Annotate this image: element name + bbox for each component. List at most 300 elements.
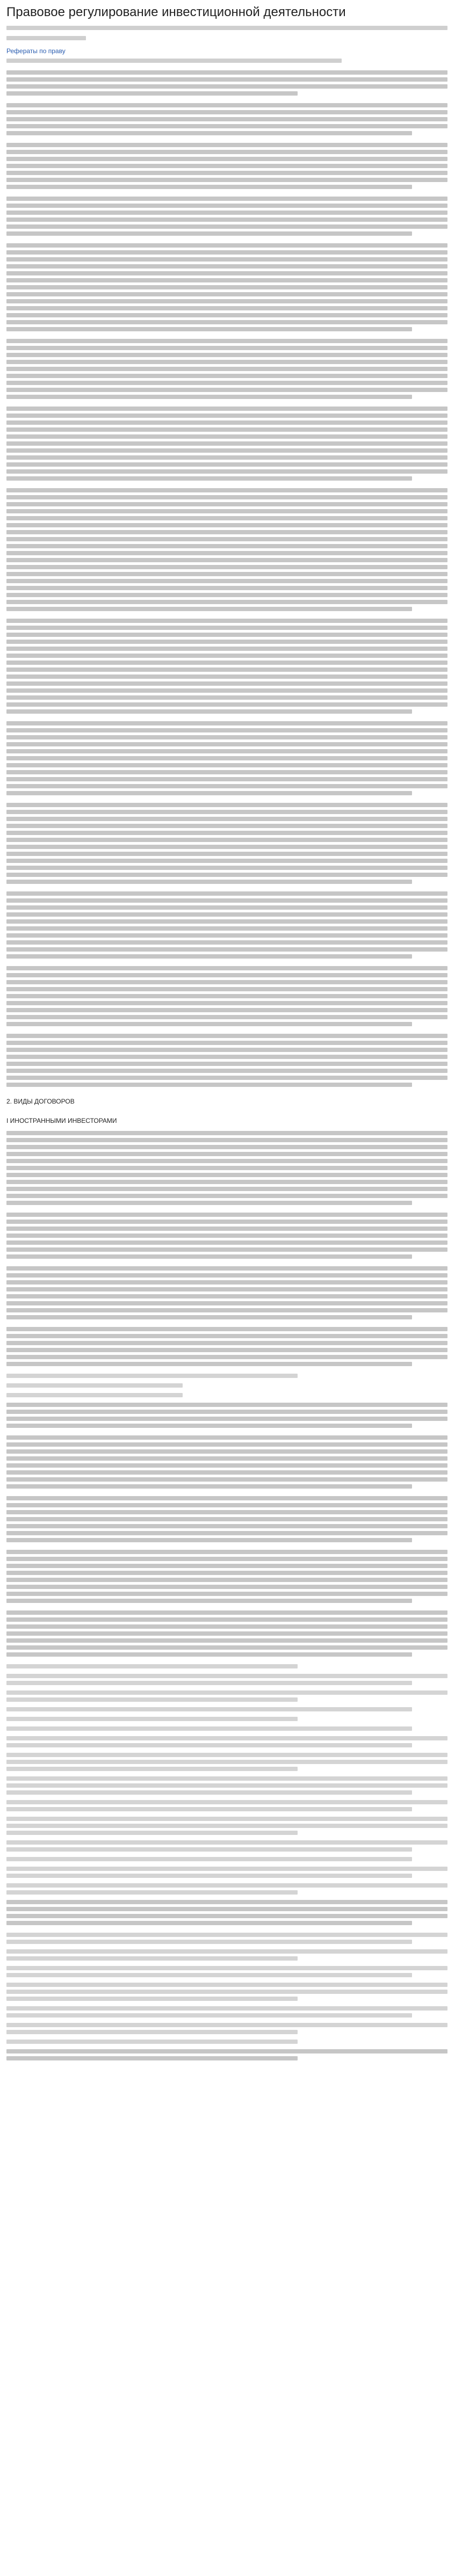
text-line (6, 1824, 447, 1828)
text-line (6, 1463, 447, 1468)
text-line (6, 966, 447, 970)
text-line (6, 299, 447, 303)
list-item (6, 1736, 447, 1747)
paragraph (6, 1327, 447, 1366)
text-line (6, 579, 447, 583)
text-line (6, 224, 447, 229)
text-line (6, 1383, 183, 1388)
text-line (6, 413, 447, 418)
text-line (6, 1617, 447, 1622)
text-line (6, 2013, 412, 2018)
text-line (6, 661, 447, 665)
text-line (6, 1645, 447, 1650)
text-line (6, 1456, 447, 1461)
text-line (6, 1055, 447, 1059)
text-line (6, 1940, 412, 1944)
text-line (6, 763, 447, 767)
text-line (6, 462, 447, 467)
text-line (6, 502, 447, 506)
text-line (6, 1907, 447, 1911)
text-line (6, 509, 447, 513)
paragraph (6, 891, 447, 959)
text-line (6, 1776, 447, 1781)
text-line (6, 824, 447, 828)
text-line (6, 1990, 447, 1994)
text-line (6, 1301, 447, 1305)
paragraph (6, 70, 447, 96)
text-line (6, 1280, 447, 1285)
text-line (6, 572, 447, 576)
text-line (6, 1571, 447, 1575)
text-line (6, 1717, 298, 1721)
meta-line-placeholder (6, 36, 86, 40)
text-line (6, 292, 447, 296)
text-line (6, 1201, 412, 1205)
text-line (6, 197, 447, 201)
text-line (6, 476, 412, 481)
text-line (6, 1726, 412, 1731)
text-line (6, 1664, 298, 1668)
text-line (6, 488, 447, 492)
text-line (6, 1914, 447, 1918)
list-item (6, 2006, 447, 2018)
text-line (6, 742, 447, 746)
text-line (6, 1477, 447, 1482)
text-line (6, 1517, 447, 1521)
paragraph (6, 339, 447, 399)
list-item (6, 1817, 447, 1835)
text-line (6, 749, 447, 753)
text-line (6, 427, 447, 432)
text-line (6, 77, 447, 82)
text-line (6, 1410, 447, 1414)
text-line (6, 1550, 447, 1554)
text-line (6, 735, 447, 739)
text-line (6, 367, 447, 371)
list-item (6, 1800, 447, 1811)
text-line (6, 619, 447, 623)
paragraph (6, 1131, 447, 1205)
text-line (6, 1807, 412, 1811)
text-line (6, 1470, 447, 1475)
text-line (6, 1743, 412, 1747)
paragraph (6, 407, 447, 481)
text-line (6, 395, 412, 399)
text-line (6, 1327, 447, 1331)
text-line (6, 131, 412, 135)
text-line (6, 1254, 412, 1259)
text-line (6, 1531, 447, 1535)
list-item (6, 1840, 447, 1852)
text-line (6, 164, 447, 168)
list-item (6, 1753, 447, 1771)
document-meta (6, 26, 447, 63)
text-line (6, 674, 447, 679)
text-line (6, 880, 412, 884)
text-line (6, 1145, 447, 1149)
text-line (6, 791, 412, 795)
text-line (6, 469, 447, 474)
text-line (6, 420, 447, 425)
text-line (6, 831, 447, 835)
paragraph (6, 143, 447, 189)
text-line (6, 2056, 298, 2060)
text-line (6, 1449, 447, 1454)
text-line (6, 264, 447, 269)
text-line (6, 117, 447, 121)
paragraph (6, 1496, 447, 1542)
paragraph (6, 1435, 447, 1489)
text-line (6, 1599, 412, 1603)
text-line (6, 1874, 412, 1878)
text-line (6, 994, 447, 998)
text-line (6, 777, 447, 781)
text-line (6, 912, 447, 917)
paragraph (6, 243, 447, 331)
text-line (6, 1315, 412, 1319)
text-line (6, 709, 412, 714)
paragraph (6, 619, 447, 714)
paragraph (6, 1610, 447, 1657)
text-line (6, 388, 447, 392)
text-line (6, 523, 447, 527)
text-line (6, 905, 447, 910)
text-line (6, 919, 447, 924)
text-line (6, 1564, 447, 1568)
text-line (6, 1403, 447, 1407)
list-item (6, 1664, 447, 1668)
paragraph (6, 803, 447, 884)
text-line (6, 374, 447, 378)
text-line (6, 551, 447, 555)
list-item (6, 1983, 447, 2001)
paragraph (6, 1403, 447, 1428)
list-item (6, 1674, 447, 1685)
text-line (6, 1138, 447, 1142)
text-line (6, 667, 447, 672)
text-line (6, 1817, 447, 1821)
paragraph (6, 966, 447, 1026)
text-line (6, 1496, 447, 1500)
text-line (6, 1233, 447, 1238)
text-line (6, 1213, 447, 1217)
paragraph (6, 1213, 447, 1259)
text-line (6, 810, 447, 814)
text-line (6, 544, 447, 548)
text-line (6, 1220, 447, 1224)
text-line (6, 1152, 447, 1156)
text-line (6, 1592, 447, 1596)
text-line (6, 185, 412, 189)
text-line (6, 838, 447, 842)
text-line (6, 1247, 447, 1252)
text-line (6, 143, 447, 147)
text-line (6, 728, 447, 732)
text-line (6, 688, 447, 693)
text-line (6, 516, 447, 520)
text-line (6, 940, 447, 945)
text-line (6, 817, 447, 821)
text-line (6, 756, 447, 760)
text-line (6, 1933, 447, 1937)
text-line (6, 1166, 447, 1170)
text-line (6, 1266, 447, 1271)
text-line (6, 987, 447, 991)
text-line (6, 1890, 298, 1895)
text-line (6, 441, 447, 446)
text-line (6, 1180, 447, 1184)
text-line (6, 1847, 412, 1852)
text-line (6, 327, 412, 331)
text-line (6, 346, 447, 350)
text-line (6, 1900, 447, 1904)
text-line (6, 1697, 298, 1702)
text-line (6, 1736, 447, 1740)
text-line (6, 271, 447, 275)
text-line (6, 1638, 447, 1643)
paragraph (6, 488, 447, 611)
text-line (6, 285, 447, 289)
text-line (6, 640, 447, 644)
list-item (6, 2023, 447, 2034)
text-line (6, 537, 447, 541)
text-line (6, 600, 447, 604)
text-line (6, 1831, 298, 1835)
text-line (6, 1076, 447, 1080)
text-line (6, 1083, 412, 1087)
text-line (6, 1341, 447, 1345)
text-line (6, 1001, 447, 1005)
text-line (6, 455, 447, 460)
list-item (6, 1867, 447, 1878)
text-line (6, 1631, 447, 1636)
text-line (6, 1008, 447, 1012)
text-line (6, 150, 447, 154)
text-line (6, 633, 447, 637)
text-line (6, 353, 447, 357)
text-line (6, 558, 447, 562)
text-line (6, 1707, 412, 1711)
text-line (6, 313, 447, 317)
paragraph (6, 103, 447, 135)
text-line (6, 339, 447, 343)
text-line (6, 2049, 447, 2053)
text-line (6, 607, 412, 611)
text-line (6, 2040, 298, 2044)
paragraph (6, 197, 447, 236)
text-line (6, 306, 447, 310)
text-line (6, 1048, 447, 1052)
list-item (6, 1726, 447, 1731)
text-line (6, 681, 447, 686)
text-line (6, 157, 447, 161)
text-line (6, 926, 447, 931)
text-line (6, 1308, 447, 1312)
text-line (6, 980, 447, 984)
text-line (6, 1334, 447, 1338)
paragraph (6, 1034, 447, 1087)
text-line (6, 1585, 447, 1589)
text-line (6, 721, 447, 725)
text-line (6, 103, 447, 107)
page-title: Правовое регулирование инвестиционной деятельности (6, 5, 346, 19)
text-line (6, 407, 447, 411)
text-line (6, 873, 447, 877)
text-line (6, 947, 447, 952)
text-line (6, 1690, 447, 1695)
text-line (6, 695, 447, 700)
text-line (6, 448, 447, 453)
paragraph (6, 2049, 447, 2060)
text-line (6, 124, 447, 128)
text-line (6, 1610, 447, 1615)
text-line (6, 204, 447, 208)
text-line (6, 360, 447, 364)
meta-links (6, 46, 447, 56)
text-line (6, 178, 447, 182)
section-subheading: I ИНОСТРАННЫМИ ИНВЕСТОРАМИ (6, 1117, 117, 1124)
text-line (6, 1510, 447, 1514)
text-line (6, 434, 447, 439)
text-line (6, 2023, 447, 2027)
text-line (6, 250, 447, 255)
text-line (6, 1424, 412, 1428)
text-line (6, 1760, 447, 1764)
list-item (6, 1690, 447, 1702)
text-line (6, 257, 447, 262)
list-item (6, 1707, 447, 1711)
text-line (6, 845, 447, 849)
paragraph (6, 1900, 447, 1925)
text-line (6, 647, 447, 651)
text-line (6, 2006, 447, 2011)
text-line (6, 1022, 412, 1026)
meta-line-placeholder (6, 26, 447, 30)
text-line (6, 1131, 447, 1135)
text-line (6, 1062, 447, 1066)
text-line (6, 2030, 298, 2034)
text-line (6, 1240, 447, 1245)
text-line (6, 1956, 298, 1961)
text-line (6, 1503, 447, 1507)
text-line (6, 1867, 447, 1871)
text-line (6, 171, 447, 175)
text-line (6, 1273, 447, 1278)
text-line (6, 859, 447, 863)
category-link[interactable]: Рефераты по праву (6, 47, 66, 55)
text-line (6, 381, 447, 385)
text-line (6, 586, 447, 590)
text-line (6, 1287, 447, 1291)
text-line (6, 1767, 298, 1771)
text-line (6, 1417, 447, 1421)
text-line (6, 770, 447, 774)
list-item (6, 1393, 447, 1397)
text-line (6, 211, 447, 215)
text-line (6, 231, 412, 236)
text-line (6, 84, 447, 89)
text-line (6, 1159, 447, 1163)
text-line (6, 1578, 447, 1582)
text-line (6, 320, 447, 324)
text-line (6, 1674, 447, 1678)
text-line (6, 1484, 412, 1489)
text-line (6, 243, 447, 248)
text-line (6, 1753, 447, 1757)
text-line (6, 654, 447, 658)
paragraph (6, 1550, 447, 1603)
list-item (6, 1383, 447, 1388)
list-item (6, 1933, 447, 1944)
list-item (6, 1949, 447, 1961)
text-line (6, 1435, 447, 1440)
text-line (6, 1524, 447, 1528)
text-line (6, 626, 447, 630)
paragraph (6, 721, 447, 795)
text-line (6, 1652, 412, 1657)
text-line (6, 91, 298, 96)
text-line (6, 784, 447, 788)
text-line (6, 973, 447, 977)
section-heading: 2. ВИДЫ ДОГОВОРОВ (6, 1098, 75, 1105)
text-line (6, 1997, 298, 2001)
meta-line-placeholder (6, 59, 342, 63)
list-item (6, 1776, 447, 1795)
text-line (6, 1442, 447, 1447)
text-line (6, 1348, 447, 1352)
text-line (6, 530, 447, 534)
list-item (6, 1717, 447, 1721)
text-line (6, 1194, 447, 1198)
paragraph (6, 1266, 447, 1319)
text-line (6, 110, 447, 114)
text-line (6, 1800, 447, 1804)
text-line (6, 852, 447, 856)
text-line (6, 954, 412, 959)
text-line (6, 1557, 447, 1561)
text-line (6, 891, 447, 896)
text-line (6, 1538, 412, 1542)
list-item (6, 1374, 447, 1378)
text-line (6, 1681, 412, 1685)
text-line (6, 1393, 183, 1397)
text-line (6, 1883, 447, 1888)
text-line (6, 1041, 447, 1045)
text-line (6, 1790, 412, 1795)
list-item (6, 2040, 447, 2044)
text-line (6, 1374, 298, 1378)
text-line (6, 1173, 447, 1177)
text-line (6, 1355, 447, 1359)
text-line (6, 495, 447, 499)
text-line (6, 1227, 447, 1231)
text-line (6, 702, 447, 707)
text-line (6, 565, 447, 569)
text-line (6, 70, 447, 75)
text-line (6, 1294, 447, 1298)
text-line (6, 1949, 447, 1954)
text-line (6, 593, 447, 597)
text-line (6, 933, 447, 938)
list-item (6, 1966, 447, 1977)
text-line (6, 1362, 412, 1366)
text-line (6, 1921, 412, 1925)
list-item (6, 1857, 447, 1861)
text-line (6, 1069, 447, 1073)
text-line (6, 803, 447, 807)
text-line (6, 278, 447, 282)
text-line (6, 1857, 412, 1861)
